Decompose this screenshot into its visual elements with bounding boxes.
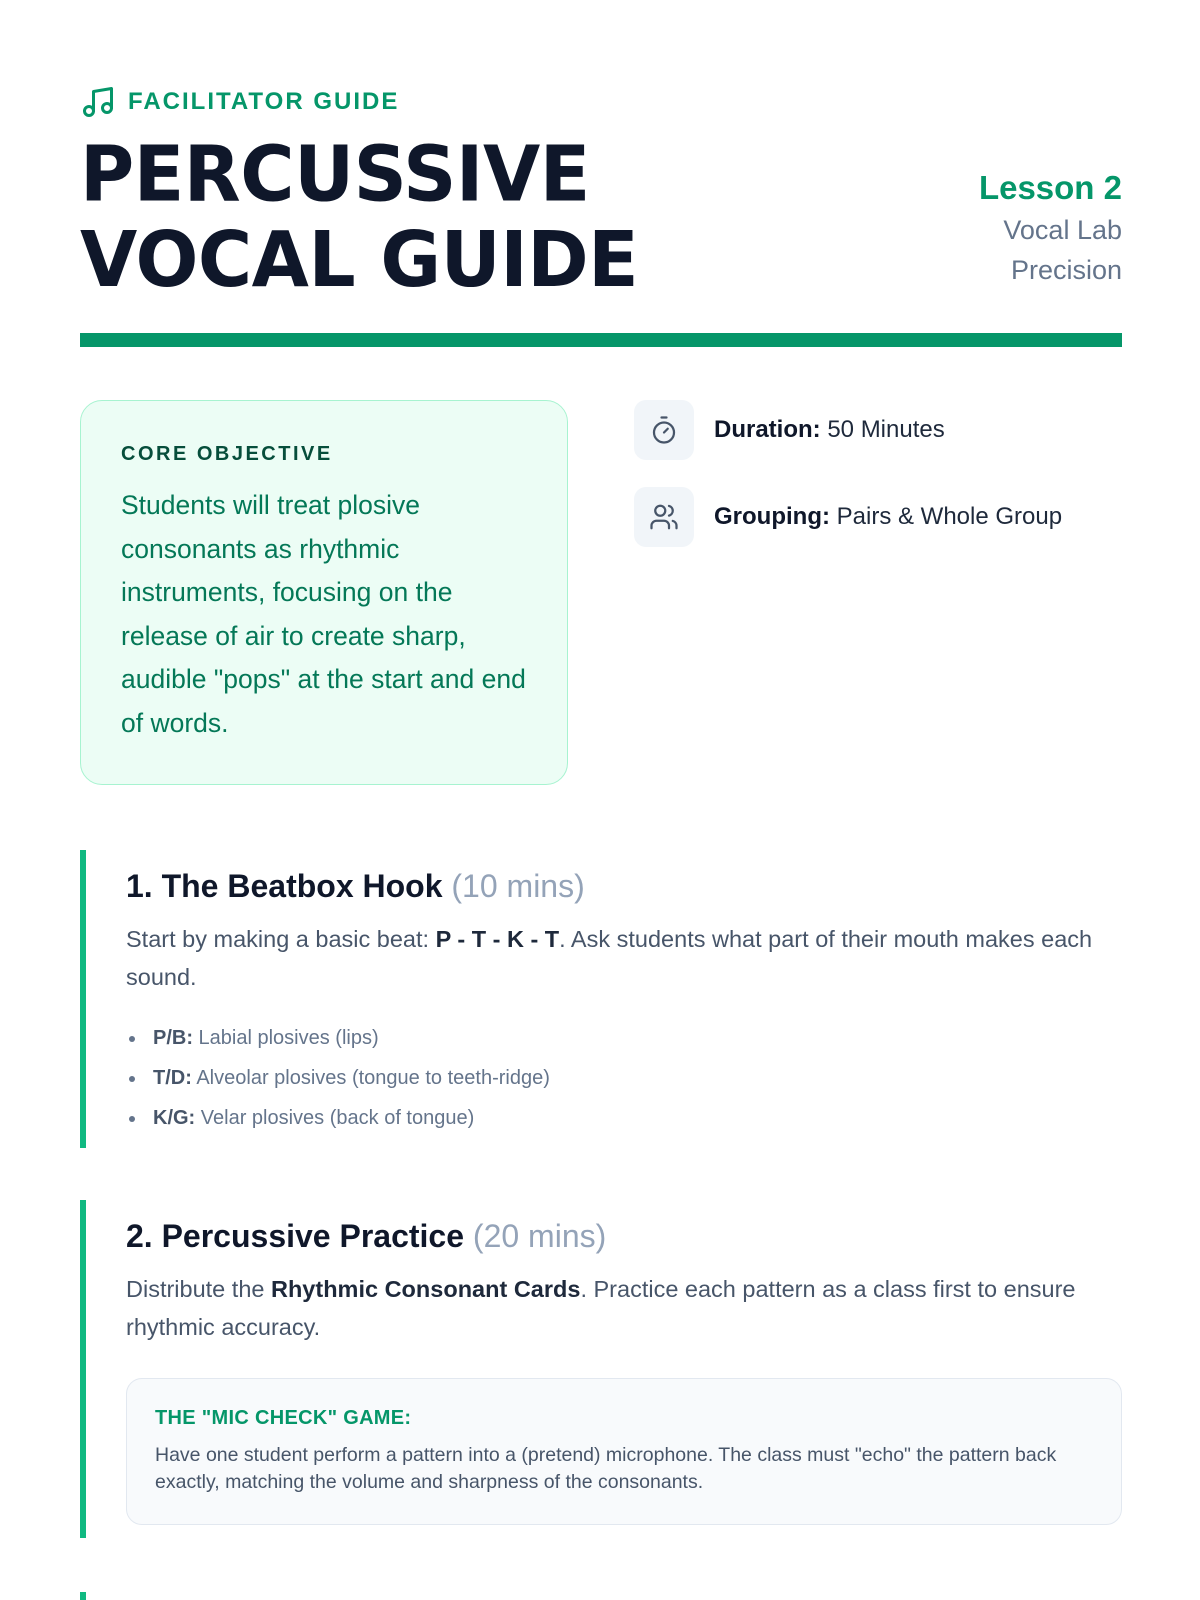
grouping-label: Grouping: bbox=[714, 503, 830, 530]
list-desc: Alveolar plosives (tongue to teeth-ridge) bbox=[191, 1067, 550, 1089]
lesson-subtitle-2: Precision bbox=[1010, 255, 1122, 285]
lesson-number: Lesson 2 bbox=[978, 169, 1122, 206]
duration-label: Duration: bbox=[714, 416, 821, 443]
duration-text bbox=[714, 416, 945, 444]
section-title bbox=[126, 1216, 1122, 1256]
music-note-icon bbox=[80, 84, 116, 120]
section-title bbox=[126, 866, 1122, 906]
lesson-subtitle-1: Vocal Lab bbox=[1003, 215, 1122, 245]
eyebrow bbox=[80, 84, 399, 120]
section-title-text: 2. Percussive Practice bbox=[126, 1218, 465, 1254]
timer-icon bbox=[634, 400, 694, 460]
game-label: THE "MIC CHECK" GAME: bbox=[155, 1407, 412, 1429]
list-desc: Velar plosives (back of tongue) bbox=[195, 1107, 475, 1129]
list-term: K/G: bbox=[153, 1107, 196, 1129]
core-objective-card bbox=[80, 400, 568, 785]
title-line-1: PERCUSSIVE bbox=[80, 129, 590, 220]
mic-check-game-box bbox=[126, 1378, 1122, 1525]
list-desc: Labial plosives (lips) bbox=[193, 1027, 379, 1049]
users-icon bbox=[634, 487, 694, 547]
list-item bbox=[126, 1018, 1122, 1058]
header-divider bbox=[80, 333, 1122, 347]
section-title-text: 1. The Beatbox Hook bbox=[126, 868, 443, 904]
body-text: . Practice each pattern as a class first to ensure rhythmic accuracy. bbox=[126, 1276, 1076, 1340]
list-item bbox=[126, 1058, 1122, 1098]
list-term: T/D: bbox=[153, 1067, 192, 1089]
body-text: . Ask students what part of their mouth makes each sound. bbox=[126, 926, 1093, 990]
beat-pattern: P - T - K - T bbox=[435, 926, 560, 952]
objective-label: CORE OBJECTIVE bbox=[121, 443, 333, 465]
body-text: Distribute the bbox=[126, 1276, 271, 1302]
section-beatbox-hook bbox=[80, 850, 1122, 1148]
section-percussive-practice bbox=[80, 1200, 1122, 1538]
grouping-text bbox=[714, 503, 1062, 531]
body-text: Start by making a basic beat: bbox=[126, 926, 436, 952]
title-line-2: VOCAL GUIDE bbox=[80, 215, 639, 305]
duration-value: 50 Minutes bbox=[820, 416, 945, 443]
section-body bbox=[126, 1270, 1122, 1346]
section-body bbox=[126, 920, 1122, 996]
plosive-list bbox=[126, 1018, 1122, 1138]
list-term: P/B: bbox=[153, 1027, 193, 1049]
section-duration: (20 mins) bbox=[472, 1218, 607, 1254]
duration-item bbox=[634, 400, 945, 460]
section-duration: (10 mins) bbox=[451, 868, 585, 904]
list-item bbox=[126, 1098, 1122, 1138]
game-text: Have one student perform a pattern into a (pretend) microphone. The class must "echo" the pattern back exactly, matching the volume and sharpness of the consonants. bbox=[155, 1444, 1057, 1493]
objective-text: Students will treat plosive consonants as rhythmic instruments, focusing on the release of air to create sharp, audible "pops" at the start and end of words. bbox=[121, 490, 526, 738]
grouping-item bbox=[634, 487, 1062, 547]
page-title bbox=[80, 129, 639, 305]
facilitator-guide-page bbox=[80, 0, 1122, 1600]
grouping-value: Pairs & Whole Group bbox=[829, 503, 1063, 530]
eyebrow-label: FACILITATOR GUIDE bbox=[128, 88, 400, 115]
next-section-edge bbox=[80, 1592, 86, 1600]
cards-name: Rhythmic Consonant Cards bbox=[270, 1276, 581, 1302]
lesson-meta bbox=[979, 166, 1122, 290]
